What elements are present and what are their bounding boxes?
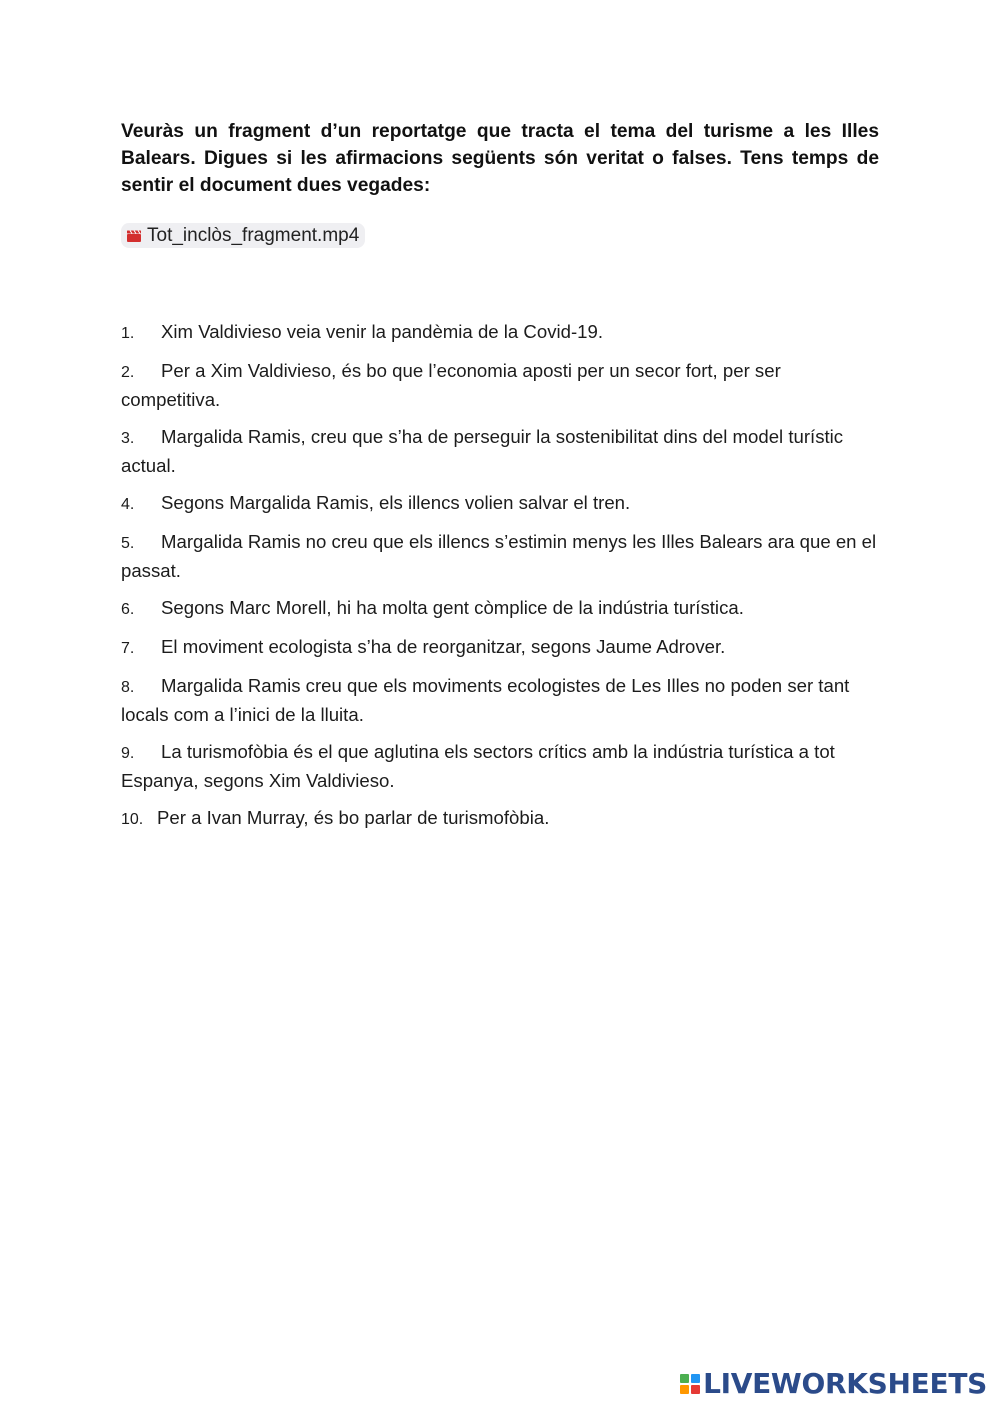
statement-text: La turismofòbia és el que aglutina els sectors crítics amb la indústria turística a tot Espanya, segons Xim Valdivieso. (121, 741, 835, 791)
statement-item (121, 528, 879, 584)
statement-item (121, 423, 879, 479)
logo-tiles (680, 1374, 700, 1394)
statement-item (121, 633, 879, 662)
logo-tile-v (680, 1385, 689, 1394)
statement-item (121, 738, 879, 794)
statement-item (121, 318, 879, 347)
statement-number: 8. (121, 679, 135, 696)
logo-tile-l (680, 1374, 689, 1383)
statement-item (121, 594, 879, 623)
statement-text: Margalida Ramis, creu que s’ha de perseguir la sostenibilitat dins del model turístic actual. (121, 426, 844, 476)
statement-number: 4. (121, 496, 135, 513)
statement-number: 3. (121, 430, 135, 447)
statement-text: El moviment ecologista s’ha de reorganitzar, segons Jaume Adrover. (161, 636, 726, 657)
statements-list (121, 318, 879, 843)
statement-item (121, 672, 879, 728)
instructions-text: Veuràs un fragment d’un reportatge que tracta el tema del turisme a les Illes Balears. Digues si les afirmacions següents són veritat o falses. Tens temps de sentir el document dues vegades: (121, 121, 879, 196)
statement-text: Segons Margalida Ramis, els illencs volien salvar el tren. (161, 492, 631, 513)
attachment-filename: Tot_inclòs_fragment.mp4 (147, 224, 360, 246)
statement-item (121, 489, 879, 518)
video-clapper-icon (127, 230, 141, 242)
logo-tile-i (691, 1374, 700, 1383)
statement-text: Margalida Ramis no creu que els illencs s’estimin menys les Illes Balears ara que en el passat. (121, 531, 877, 581)
logo-tile-e (691, 1385, 700, 1394)
statement-number: 1. (121, 325, 135, 342)
liveworksheets-logo (680, 1367, 987, 1400)
statement-number: 5. (121, 535, 135, 552)
brand-name: LIVEWORKSHEETS (703, 1367, 987, 1400)
statement-number: 7. (121, 640, 135, 657)
statement-item (121, 804, 879, 833)
statement-text: Xim Valdivieso veia venir la pandèmia de la Covid-19. (161, 321, 604, 342)
statement-number: 10. (121, 811, 144, 828)
statement-text: Segons Marc Morell, hi ha molta gent còmplice de la indústria turística. (161, 597, 744, 618)
statement-item (121, 357, 879, 413)
statement-number: 6. (121, 601, 135, 618)
statement-text: Per a Xim Valdivieso, és bo que l’economia aposti per un secor fort, per ser competitiva. (121, 360, 781, 410)
statement-text: Per a Ivan Murray, és bo parlar de turismofòbia. (157, 807, 550, 828)
video-attachment-chip[interactable] (121, 223, 365, 248)
statement-number: 2. (121, 364, 135, 381)
statement-text: Margalida Ramis creu que els moviments ecologistes de Les Illes no poden ser tant locals com a l’inici de la lluita. (121, 675, 850, 725)
statement-number: 9. (121, 745, 135, 762)
worksheet-page (121, 118, 879, 828)
